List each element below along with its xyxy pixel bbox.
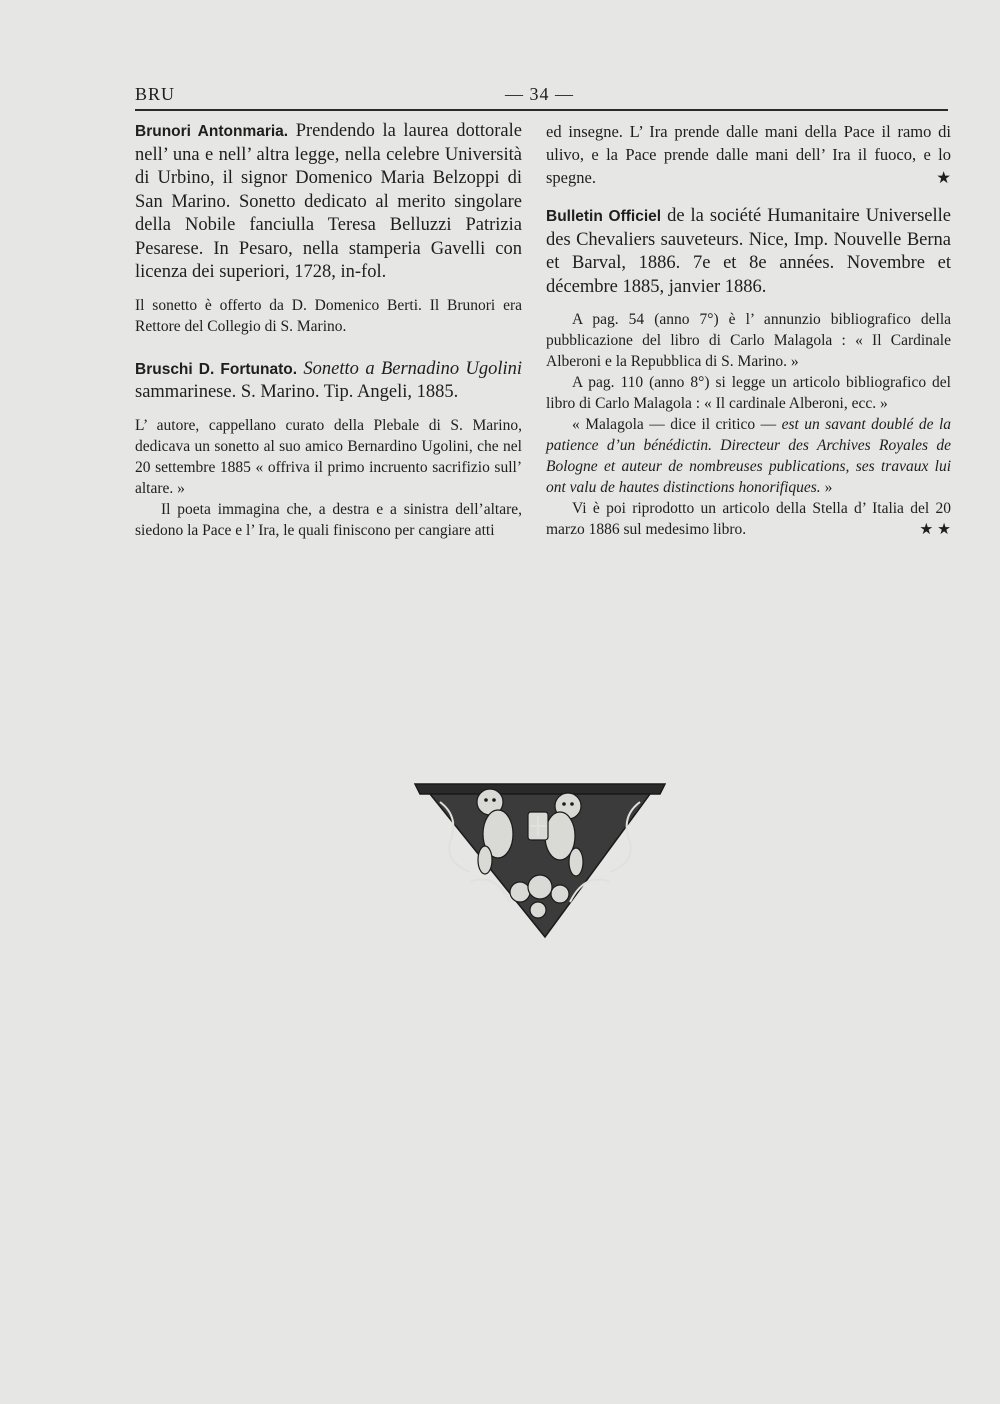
quote-end: » [820, 479, 833, 496]
right-column [546, 120, 951, 540]
headword: Brunori Antonmaria. [135, 123, 289, 140]
entry-note: L’ autore, cappellano curato della Plebale di S. Marino, dedicava un sonetto al suo amico Bernardino Ugolini, che nel 20 settembre 1885 « offriva il primo incruento sacrifizio sull’ altare. » [135, 416, 522, 497]
header-rule [135, 109, 948, 111]
page-number: — 34 — [505, 84, 574, 104]
quote-note [546, 414, 951, 498]
ornament-graphic [410, 772, 670, 942]
headword: Bruschi D. Fortunato. [135, 360, 298, 378]
left-column [135, 120, 522, 541]
entry-text: Prendendo la laurea dottorale nell’ una e nell’ altra legge, nella celebre Università di Urbino, il signor Domenico Maria Belzoppi di San Marino. Sonetto dedicato al merito singolare della Nobile fanciulla Teresa Belluzzi Patrizia Pesarese. In Pesaro, nella stamperia Gavelli con licenza dei superiori, 1728, in-fol. [135, 121, 522, 282]
entry-bruschi [135, 358, 522, 405]
entry-text: sammarinese. S. Marino. Tip. Angeli, 1885. [135, 382, 459, 402]
entry-note [546, 498, 951, 540]
quote-italic: est un savant doublé de la patience d’un bénédictin. Directeur des Archives Royales de Bologne et auteur de nombreuses publications, ses travaux lui ont valu de hautes distinctions honorifiques. [546, 416, 951, 496]
quote-start: « Malagola — dice il critico — [572, 416, 782, 433]
headword: Bulletin Officiel [546, 208, 662, 225]
entry-title: Sonetto a Bernadino Ugolini [303, 358, 523, 379]
continuation-body: ed insegne. L’ Ira prende dalle mani della Pace il ramo di ulivo, e la Pace prende dalle mani dell’ Ira il fuoco, e lo spegne. [546, 122, 951, 187]
double-star-icon: ★ ★ [919, 521, 951, 538]
running-header [135, 84, 948, 108]
entry-note: Il sonetto è offerto da D. Domenico Berti. Il Brunori era Rettore del Collegio di S. Marino. [135, 296, 522, 335]
entry-note: A pag. 54 (anno 7°) è l’ annunzio bibliografico della pubblicazione del libro di Carlo Malagola : « Il Cardinale Alberoni e la Repubblica di S. Marino. » [546, 311, 951, 370]
note-body: Vi è poi riprodotto un articolo della Stella d’ Italia del 20 marzo 1886 sul medesimo libro. [546, 500, 951, 538]
continuation-text [546, 120, 951, 189]
star-icon: ★ [936, 168, 951, 187]
entry-brunori [135, 120, 522, 285]
cherub-vignette-ornament [410, 772, 670, 942]
entry-text: de la société Humanitaire Universelle des Chevaliers sauveteurs. Nice, Imp. Nouvelle Berna et Barval, 1886. 7e et 8e années. Novembre et décembre 1885, janvier 1886. [546, 206, 951, 297]
section-label: BRU [135, 84, 176, 104]
entry-note: Il poeta immagina che, a destra e a sinistra dell’altare, siedono la Pace e l’ Ira, le quali finiscono per cangiare atti [135, 500, 522, 539]
entry-bulletin [546, 205, 951, 299]
entry-note: A pag. 110 (anno 8°) si legge un articolo bibliografico del libro di Carlo Malagola : « Il cardinale Alberoni, ecc. » [546, 374, 951, 412]
